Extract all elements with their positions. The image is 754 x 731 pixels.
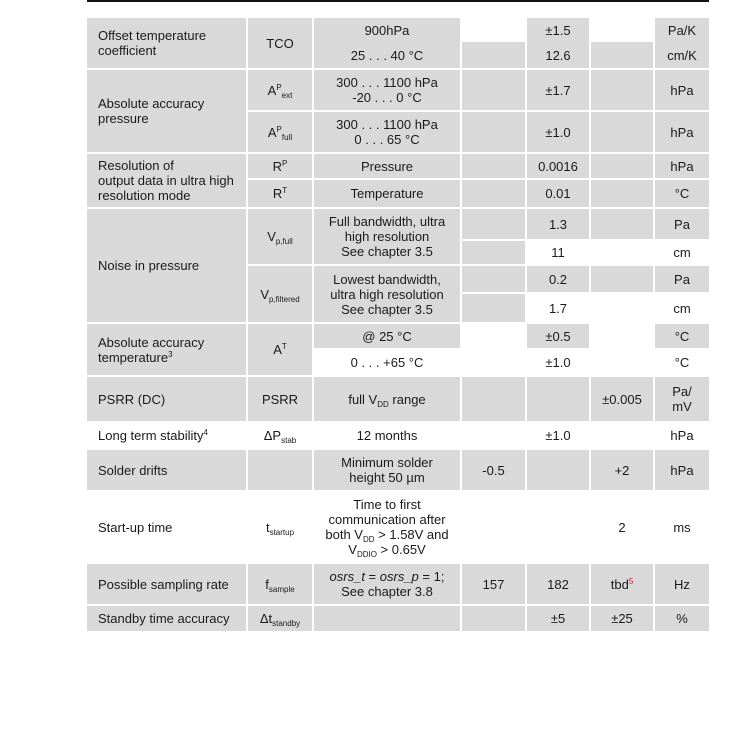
param-text: Solder drifts [98, 462, 168, 478]
sym-main: f [265, 576, 269, 592]
typ-text: 1.3 [548, 216, 568, 232]
max-text: +2 [614, 462, 630, 478]
min-noise-filt-1 [462, 266, 525, 292]
max-solder [591, 450, 653, 490]
min-resolution-p [462, 154, 525, 178]
unit-resolution-p [655, 154, 709, 178]
symbol-text [265, 577, 294, 592]
cond-noise-full [314, 209, 460, 264]
typ-abs-pressure-full [527, 112, 589, 152]
cond-text: 0 . . . +65 °C [350, 355, 424, 370]
param-tco-line1: Offset temperature [98, 28, 207, 43]
cond-tco-2-text: 25 . . . 40 °C [350, 47, 424, 63]
max-noise-filt-1 [591, 266, 653, 292]
cond-longterm [314, 423, 460, 448]
cond-line: height 50 µm [349, 470, 425, 485]
symbol-f-sample [248, 564, 312, 604]
cond-line: 0 . . . 65 °C [354, 132, 420, 147]
typ-text: ±1.7 [545, 82, 571, 98]
sym-main: R [272, 186, 283, 201]
unit-noise-full-2 [655, 241, 709, 264]
cond-text: @ 25 °C [362, 328, 412, 344]
typ-tco-2 [527, 42, 589, 68]
cond-line: See chapter 3.5 [341, 244, 433, 259]
symbol-solder [248, 450, 312, 490]
cond-part: > 1.58V and [374, 527, 449, 542]
symbol-dt-standby [248, 606, 312, 631]
typ-resolution-t [527, 180, 589, 207]
min-tco-1 [462, 18, 525, 42]
min-psrr [462, 377, 525, 421]
unit-noise-full-1 [655, 209, 709, 239]
cond-part: both V [325, 527, 363, 542]
sym-main: A [267, 124, 277, 140]
typ-text: 1.7 [548, 300, 568, 316]
param-text [98, 428, 208, 443]
sym-main: t [265, 519, 270, 535]
min-tco-2 [462, 42, 525, 68]
symbol-r-p [248, 154, 312, 178]
unit-text: hPa [670, 428, 694, 443]
symbol-vp-full-text [267, 229, 293, 244]
unit-tco-2-text: cm/K [667, 47, 697, 63]
sym-sub: standby [272, 619, 301, 628]
param-sampling [87, 564, 246, 604]
sym-main: ΔP [263, 428, 282, 443]
table-top-border [87, 0, 709, 2]
cond-abs-pressure-ext [314, 70, 460, 110]
unit-noise-filt-1 [655, 266, 709, 292]
symbol-a-t [248, 324, 312, 375]
cond-line [348, 542, 425, 557]
cond-startup [314, 492, 460, 562]
cond-resolution-t [314, 180, 460, 207]
symbol-text [264, 428, 296, 443]
symbol-a-p-full [248, 112, 312, 152]
min-abs-pressure-ext [462, 70, 525, 110]
cond-tco-2 [314, 42, 460, 68]
param-psrr [87, 377, 246, 421]
min-longterm [462, 423, 525, 448]
sym-sub: sample [268, 584, 295, 594]
cond-line: -20 . . . 0 °C [352, 90, 422, 105]
cond-line: Full bandwidth, ultra [328, 214, 446, 229]
sym-main: A [273, 342, 282, 357]
cond-part: = [364, 569, 380, 584]
unit-text: °C [674, 328, 690, 344]
cond-abs-temp-1 [314, 324, 460, 348]
cond-abs-pressure-full [314, 112, 460, 152]
param-tco-line2: coefficient [98, 43, 157, 58]
cond-abs-temp-2 [314, 350, 460, 375]
cond-standby [314, 606, 460, 631]
typ-text: 11 [551, 245, 565, 260]
param-text: Start-up time [98, 519, 173, 535]
max-tco-2 [591, 42, 653, 68]
unit-abs-pressure-ext [655, 70, 709, 110]
symbol-a-p-full-text [268, 125, 292, 140]
unit-text: % [676, 611, 688, 626]
param-noise [87, 209, 246, 322]
cond-line: 300 . . . 1100 hPa [336, 75, 438, 90]
max-resolution-t [591, 180, 653, 207]
symbol-tco [248, 18, 312, 68]
max-tco-1 [591, 18, 653, 42]
typ-text: ±1.0 [545, 124, 571, 140]
symbol-tco-text: TCO [266, 35, 294, 51]
cond-sub: DDIO [356, 550, 377, 559]
unit-tco-1-text: Pa/K [667, 22, 697, 38]
unit-text: °C [674, 186, 690, 201]
typ-text: ±1.0 [545, 428, 571, 443]
max-psrr [591, 377, 653, 421]
unit-abs-temp-1 [655, 324, 709, 348]
min-noise-filt-2 [462, 294, 525, 322]
symbol-t-startup [248, 492, 312, 562]
cond-tco-1-text: 900hPa [364, 22, 410, 38]
typ-noise-full-1 [527, 209, 589, 239]
sym-main: V [260, 286, 269, 302]
footnote-ref: 5 [628, 576, 634, 586]
typ-noise-filt-1 [527, 266, 589, 292]
unit-noise-filt-2 [655, 294, 709, 322]
max-abs-temp-2 [591, 350, 653, 375]
param-resolution [87, 154, 246, 207]
unit-abs-pressure-full [655, 112, 709, 152]
footnote-ref: 3 [168, 349, 173, 359]
symbol-text [260, 611, 300, 626]
param-line: Resolution of [98, 158, 174, 173]
param-text: Standby time accuracy [98, 611, 230, 626]
cond-part: = 1; [418, 569, 445, 584]
cond-part: range [388, 391, 426, 407]
min-sampling [462, 564, 525, 604]
sym-sub: full [281, 132, 293, 142]
symbol-vp-full [248, 209, 312, 264]
cond-sampling [314, 564, 460, 604]
param-standby [87, 606, 246, 631]
cond-text: Pressure [360, 158, 414, 174]
param-line: Absolute accuracy [98, 334, 205, 350]
max-standby [591, 606, 653, 631]
unit-psrr [655, 377, 709, 421]
typ-text: 0.2 [548, 271, 568, 287]
max-abs-pressure-ext [591, 70, 653, 110]
cond-resolution-p [314, 154, 460, 178]
sym-sup: P [282, 158, 288, 168]
cond-line [325, 527, 448, 542]
unit-text: °C [674, 355, 690, 370]
max-sampling [591, 564, 653, 604]
typ-resolution-p [527, 154, 589, 178]
param-line: output data in ultra high [98, 173, 234, 188]
typ-tco-1 [527, 18, 589, 42]
sym-main: V [267, 229, 276, 244]
typ-text: 182 [547, 576, 569, 592]
typ-abs-pressure-ext [527, 70, 589, 110]
param-solder [87, 450, 246, 490]
param-text: temperature [98, 349, 169, 365]
min-startup [462, 492, 525, 562]
symbol-r-p-text [273, 159, 288, 174]
unit-solder [655, 450, 709, 490]
sym-sup: T [282, 186, 288, 195]
symbol-a-p-ext [248, 70, 312, 110]
symbol-a-p-ext-text [268, 83, 293, 98]
symbol-r-t-text [273, 186, 287, 201]
typ-text: ±5 [550, 611, 566, 626]
cond-line: communication after [328, 512, 446, 527]
unit-line: Pa/ [672, 384, 692, 399]
unit-standby [655, 606, 709, 631]
cond-line: Time to first [353, 497, 421, 512]
cond-line: See chapter 3.5 [341, 301, 433, 317]
param-abs-pressure-line2: pressure [98, 111, 149, 126]
typ-text: 0.0016 [538, 158, 578, 174]
cond-line: 300 . . . 1100 hPa [336, 117, 438, 132]
footnote-ref: 4 [203, 428, 208, 437]
min-text: 157 [482, 576, 505, 592]
cond-part: V [348, 542, 357, 557]
typ-sampling [527, 564, 589, 604]
cond-line: Lowest bandwidth, [333, 271, 441, 287]
unit-tco-2 [655, 42, 709, 68]
unit-startup [655, 492, 709, 562]
typ-text: 0.01 [545, 186, 571, 201]
max-text: 2 [618, 519, 626, 535]
unit-resolution-t [655, 180, 709, 207]
unit-text: ms [673, 519, 691, 535]
unit-text: hPa [670, 462, 694, 478]
cond-text: 12 months [356, 428, 418, 443]
typ-noise-filt-2 [527, 294, 589, 322]
unit-line: mV [672, 399, 692, 414]
min-resolution-t [462, 180, 525, 207]
sym-sub: stab [281, 436, 297, 445]
typ-tco-2-text: 12.6 [545, 47, 571, 63]
param-text: Possible sampling rate [98, 576, 229, 592]
sym-main: Δt [259, 611, 273, 626]
min-abs-temp-2 [462, 350, 525, 375]
cond-text: Temperature [350, 186, 424, 201]
typ-noise-full-2 [527, 241, 589, 264]
symbol-vp-filtered [248, 266, 312, 322]
max-startup [591, 492, 653, 562]
cond-line: Minimum solder [341, 455, 433, 470]
min-abs-temp-1 [462, 324, 525, 348]
typ-standby [527, 606, 589, 631]
cond-tco-1 [314, 18, 460, 42]
typ-text: ±0.5 [545, 328, 571, 344]
unit-text: Pa [674, 216, 690, 232]
max-text: ±25 [611, 611, 633, 626]
sym-main: A [267, 82, 277, 98]
max-resolution-p [591, 154, 653, 178]
min-abs-pressure-full [462, 112, 525, 152]
unit-abs-temp-2 [655, 350, 709, 375]
cond-psrr [314, 377, 460, 421]
unit-text: Pa [674, 271, 690, 287]
symbol-a-t-text [273, 342, 287, 357]
cond-line: ultra high resolution [330, 286, 444, 302]
cond-line: high resolution [344, 229, 430, 244]
param-abs-pressure [87, 70, 246, 152]
unit-text: hPa [670, 124, 694, 140]
symbol-vp-filtered-text [260, 287, 299, 302]
param-tco [87, 18, 246, 68]
cond-line [330, 569, 445, 584]
unit-longterm [655, 423, 709, 448]
min-noise-full-1 [462, 209, 525, 239]
unit-tco-1 [655, 18, 709, 42]
param-text: PSRR (DC) [98, 391, 166, 407]
sym-sub: p,full [275, 237, 293, 246]
min-solder [462, 450, 525, 490]
symbol-r-t [248, 180, 312, 207]
sym-sup: T [281, 342, 287, 351]
sym-sub: p,filtered [268, 294, 300, 304]
max-noise-full-2 [591, 241, 653, 264]
min-text: -0.5 [482, 462, 505, 478]
sym-main: R [272, 158, 283, 174]
unit-text: hPa [670, 82, 694, 98]
unit-text: cm [673, 300, 691, 316]
max-text [611, 577, 634, 592]
max-abs-temp-1 [591, 324, 653, 348]
typ-startup [527, 492, 589, 562]
cond-solder [314, 450, 460, 490]
sym-sup: P [276, 124, 282, 134]
typ-longterm [527, 423, 589, 448]
cond-text [348, 392, 425, 407]
cond-noise-filtered [314, 266, 460, 322]
typ-abs-temp-1 [527, 324, 589, 348]
unit-text: hPa [670, 158, 694, 174]
min-standby [462, 606, 525, 631]
typ-tco-1-text: ±1.5 [545, 22, 571, 38]
min-noise-full-2 [462, 241, 525, 264]
cond-sub: DD [377, 399, 389, 409]
cond-italic: osrs_p [379, 569, 419, 584]
max-text: ±0.005 [602, 391, 642, 407]
max-noise-full-1 [591, 209, 653, 239]
typ-abs-temp-2 [527, 350, 589, 375]
symbol-text: PSRR [261, 391, 299, 407]
param-part: Long term stability [98, 428, 204, 443]
symbol-psrr [248, 377, 312, 421]
cond-italic: osrs_t [329, 569, 365, 584]
max-longterm [591, 423, 653, 448]
param-line: resolution mode [98, 188, 191, 203]
param-startup [87, 492, 246, 562]
symbol-dp-stab [248, 423, 312, 448]
typ-solder [527, 450, 589, 490]
param-abs-pressure-line1: Absolute accuracy [98, 96, 205, 111]
max-noise-filt-2 [591, 294, 653, 322]
sym-sup: P [276, 82, 282, 92]
symbol-text [266, 520, 294, 535]
param-line [98, 350, 173, 365]
max-abs-pressure-full [591, 112, 653, 152]
typ-psrr [527, 377, 589, 421]
sym-sub: startup [269, 527, 295, 537]
param-text: Noise in pressure [98, 258, 200, 273]
param-abs-temp [87, 324, 246, 375]
unit-sampling [655, 564, 709, 604]
cond-sub: DD [362, 535, 375, 544]
typ-text: ±1.0 [545, 355, 571, 370]
unit-text: cm [673, 245, 691, 260]
cond-part: > 0.65V [376, 542, 426, 557]
unit-text: Hz [674, 576, 690, 592]
sym-sub: ext [281, 90, 293, 100]
cond-line: See chapter 3.8 [341, 584, 433, 599]
param-longterm [87, 423, 246, 448]
max-part: tbd [610, 576, 629, 592]
cond-part: full V [348, 391, 378, 407]
